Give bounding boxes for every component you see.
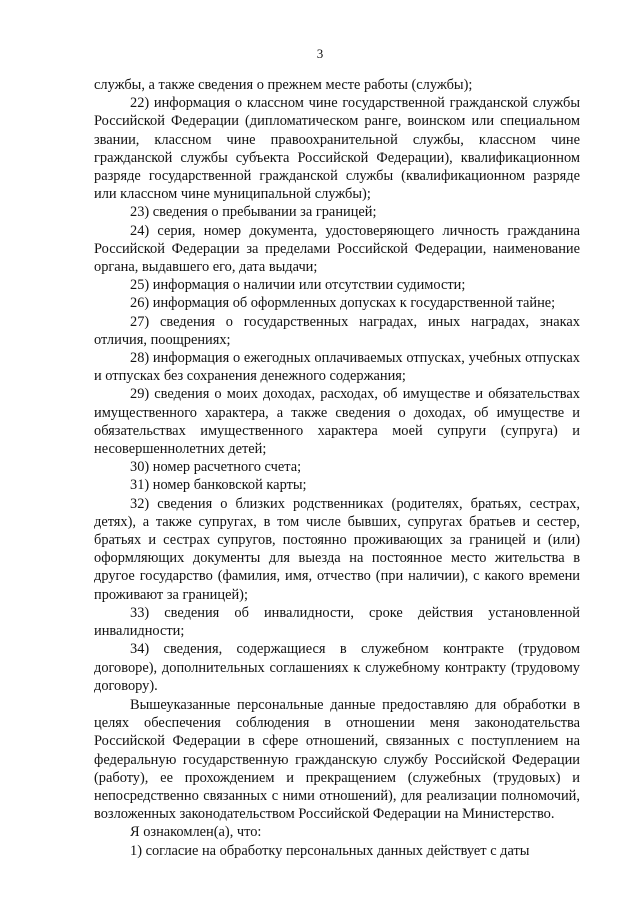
list-item-26: 26) информация об оформленных допусках к государственной тайне; (130, 295, 556, 312)
list-item-25: 25) информация о наличии или отсутствии судимости; (130, 277, 466, 294)
list-item-28: 28) информация о ежегодных оплачиваемых отпусках, учебных отпусках и отпусках без сохранения денежного содержания; (94, 350, 580, 385)
list-item-23: 23) сведения о пребывании за границей; (130, 204, 377, 221)
consent-paragraph: Вышеуказанные персональные данные предоставляю для обработки в целях обеспечения соблюдения в отношении меня законодательства Российской Федерации в сфере отношений, связанных с поступлением на федеральную государственную гражданскую службу Российской Федерации (работу), ее прохождением и прекращением (служебных (трудовых) и непосредственно связанных с ними отношений), для реализации полномочий, возложенных законодательством Российской Федерации на Министерство. (94, 696, 580, 823)
list-item-31: 31) номер банковской карты; (130, 477, 307, 494)
list-item-29: 29) сведения о моих доходах, расходах, об имуществе и обязательствах имущественного характера, а также сведения о доходах, об имуществе и обязательствах имущественного характера моей супруги (супруга) и несовершеннолетних детей; (94, 386, 580, 458)
paragraph-continuation: службы, а также сведения о прежнем месте работы (службы); (94, 77, 473, 93)
acknowledgement-item-1: 1) согласие на обработку персональных данных действует с даты (130, 842, 530, 859)
list-item-22: 22) информация о классном чине государственной гражданской службы Российской Федерации (дипломатическом ранге, воинском или специальном звании, классном чине правоохранительной службы, классном чине гражданской службы субъекта Российской Федерации), квалификационном разряде государственной гражданской службы (квалификационном разряде или классном чине муниципальной службы); (94, 95, 580, 203)
list-item-27: 27) сведения о государственных наградах, иных наградах, знаках отличия, поощрениях; (94, 313, 580, 348)
list-item-30: 30) номер расчетного счета; (130, 459, 302, 476)
list-item-34: 34) сведения, содержащиеся в служебном контракте (трудовом договоре), дополнительных соглашениях к служебному контракту (трудовому договору). (94, 641, 580, 694)
page-number: 3 (316, 46, 324, 61)
list-item-33: 33) сведения об инвалидности, сроке действия установленной инвалидности; (94, 604, 580, 640)
acknowledgement-heading: Я ознакомлен(а), что: (130, 824, 262, 841)
list-item-24: 24) серия, номер документа, удостоверяющего личность гражданина Российской Федерации за пределами Российской Федерации, наименование органа, выдавшего его, дата выдачи; (94, 222, 580, 276)
document-body (94, 76, 580, 860)
list-item-32: 32) сведения о близких родственниках (родителях, братьях, сестрах, детях), а также супругах, в том числе бывших, супругах братьев и сестер, братьях и сестрах супругов, постоянно проживающих за границей и (или) оформляющих документы для выезда на постоянное место жительства в другое государство (фамилия, имя, отчество (при наличии), с какого времени проживают за границей); (94, 495, 580, 603)
